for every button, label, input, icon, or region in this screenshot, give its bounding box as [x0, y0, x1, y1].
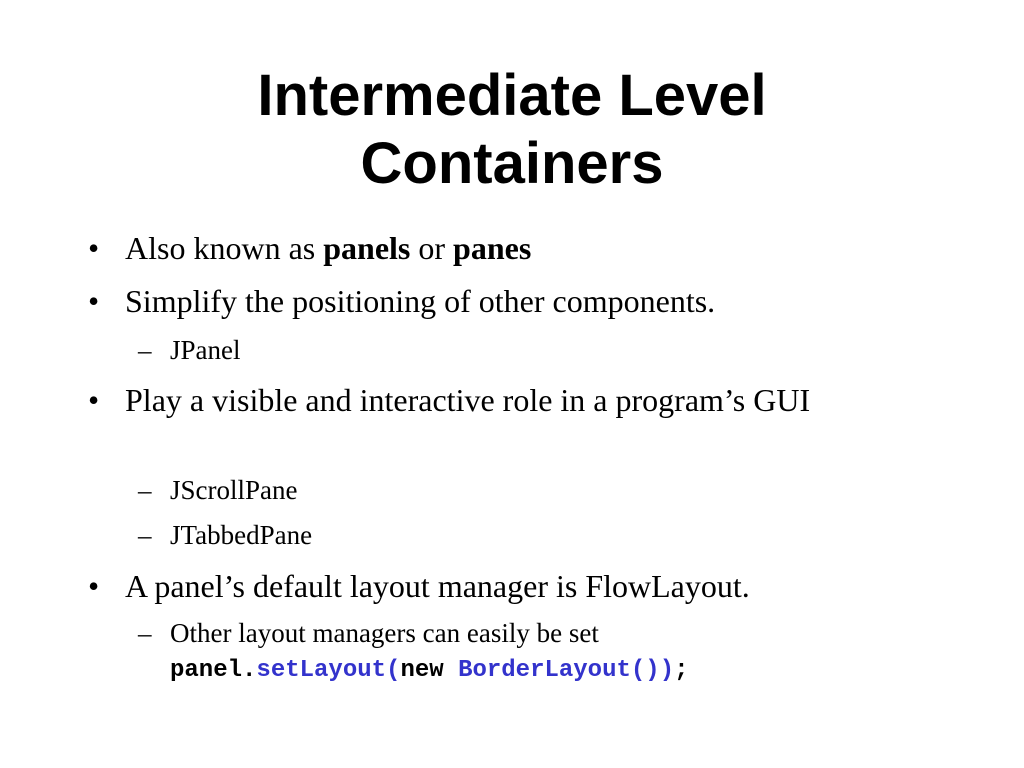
code-token: panel. — [170, 657, 257, 684]
bullet-text-part: or — [410, 230, 454, 266]
subbullet-text: JTabbedPane — [170, 520, 313, 550]
bullet-text: Simplify the positioning of other components. — [125, 283, 716, 319]
subbullet-text: JPanel — [170, 335, 241, 365]
code-token: new — [400, 657, 459, 684]
bullet-marker: • — [88, 283, 100, 319]
slide-title-line-1: Intermediate Level — [257, 63, 767, 128]
subbullet-item — [138, 617, 958, 649]
bullet-marker: • — [88, 230, 100, 266]
code-snippet — [170, 656, 689, 686]
subbullet-item — [138, 334, 958, 366]
bullet-item — [88, 229, 948, 267]
bullet-item — [88, 282, 948, 320]
bullet-text: Play a visible and interactive role in a program’s GUI — [125, 382, 811, 418]
subbullet-text: JScrollPane — [170, 475, 298, 505]
subbullet-item — [138, 474, 958, 506]
bullet-text — [125, 229, 948, 267]
subbullet-text: Other layout managers can easily be set — [170, 618, 599, 648]
bullet-item — [88, 567, 948, 605]
code-token: BorderLayout()) — [458, 657, 675, 684]
code-token: ; — [674, 657, 689, 684]
bullet-text-part: Also known as — [125, 230, 324, 266]
bullet-marker: • — [88, 568, 100, 604]
bullet-bold-term: panes — [453, 230, 532, 266]
bullet-bold-term: panels — [323, 230, 411, 266]
subbullet-marker: – — [138, 618, 152, 648]
bullet-text: A panel’s default layout manager is FlowLayout. — [125, 568, 750, 604]
bullet-marker: • — [88, 382, 100, 418]
bullet-item — [88, 381, 908, 419]
code-token: setLayout( — [256, 657, 401, 684]
subbullet-item — [138, 519, 958, 551]
subbullet-marker: – — [138, 335, 152, 365]
subbullet-marker: – — [138, 520, 152, 550]
slide-title-line-2: Containers — [360, 131, 664, 196]
subbullet-marker: – — [138, 475, 152, 505]
